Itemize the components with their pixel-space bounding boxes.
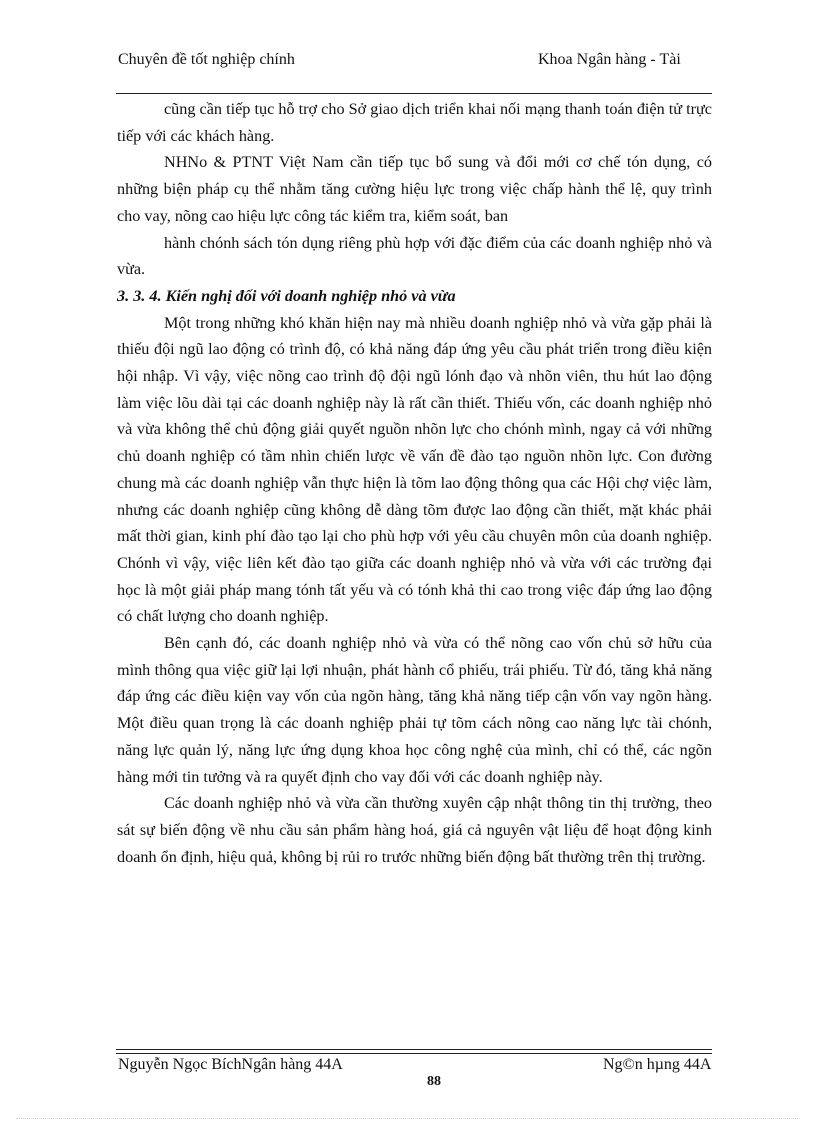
page-bottom-border <box>16 1118 800 1119</box>
header-right-text: Khoa Ngân hàng - Tài <box>538 51 681 68</box>
footer-left-text: Nguyễn Ngọc BíchNgân hàng 44A <box>118 1056 343 1073</box>
section-heading: 3. 3. 4. Kiến nghị đối với doanh nghiệp nhỏ và vừa <box>117 286 456 305</box>
body-paragraph-1: Một trong những khó khăn hiện nay mà nhiều doanh nghiệp nhỏ và vừa gặp phải là thiếu đội ngũ lao động có trình độ, có khả năng đáp ứng yêu cầu phát triển trong điều kiện hội nhập. Vì vậy, việc nõng cao trình độ đội ngũ lónh đạo và nhõn viên, thu hút lao động làm việc lõu dài tại các doanh nghiệp này là rất cần thiết. Thiếu vốn, các doanh nghiệp nhỏ và vừa không thể chủ động giải quyết nguồn nhõn lực cho chónh mình, ngay cả với những chủ doanh nghiệp có tầm nhìn chiến lược về vấn đề đào tạo nguồn nhõn lực. Con đường chung mà các doanh nghiệp vẫn thực hiện là tõm lao động thông qua các Hội chợ việc làm, nhưng các doanh nghiệp cũng không dễ dàng tõm được lao động cần thiết, mặt khác phải mất thời gian, kinh phí đào tạo lại cho phù hợp với yêu cầu chuyên môn của doanh nghiệp. Chónh vì vậy, việc liên kết đào tạo giữa các doanh nghiệp nhỏ và vừa với các trường đại học là một giải pháp mang tónh tất yếu và có tónh khả thi cao trong việc đáp ứng lao động có chất lượng cho doanh nghiệp. <box>117 313 712 626</box>
footer-divider-top <box>116 1049 712 1050</box>
body-paragraph-3: Các doanh nghiệp nhỏ và vừa cần thường xuyên cập nhật thông tin thị trường, theo sát sự biến động về nhu cầu sản phẩm hàng hoá, giá cả nguyên vật liệu để hoạt động kinh doanh ổn định, hiệu quả, không bị rủi ro trước những biến động bất thường trên thị trường. <box>117 794 712 866</box>
document-body <box>117 96 712 870</box>
body-paragraph-2: Bên cạnh đó, các doanh nghiệp nhỏ và vừa có thể nõng cao vốn chủ sở hữu của mình thông qua việc giữ lại lợi nhuận, phát hành cổ phiếu, trái phiếu. Từ đó, tăng khả năng đáp ứng các điều kiện vay vốn của ngõn hàng, tăng khả năng tiếp cận vốn vay ngõn hàng. Một điều quan trọng là các doanh nghiệp phải tự tõm cách nõng cao năng lực tài chónh, năng lực quản lý, năng lực ứng dụng khoa học công nghệ của mình, chỉ có thể, các ngõn hàng mới tin tưởng và ra quyết định cho vay đối với các doanh nghiệp này. <box>117 634 712 786</box>
footer-right-text: Ng©n hµng 44A <box>603 1056 712 1073</box>
nhno-paragraph-part-2: hành chónh sách tón dụng riêng phù hợp với đặc điểm của các doanh nghiệp nhỏ và vừa. <box>117 233 712 279</box>
footer-divider-bottom <box>116 1053 712 1054</box>
header-divider <box>116 93 712 94</box>
header-left-text: Chuyên đề tốt nghiệp chính <box>118 51 295 68</box>
nhno-paragraph-part-1: NHNo & PTNT Việt Nam cần tiếp tục bổ sung và đổi mới cơ chế tón dụng, có những biện pháp cụ thể nhằm tăng cường hiệu lực trong việc chấp hành thể lệ, quy trình cho vay, nõng cao hiệu lực công tác kiểm tra, kiểm soát, ban <box>117 153 712 225</box>
page-number: 88 <box>427 1074 441 1089</box>
continuation-paragraph: cũng cần tiếp tục hỗ trợ cho Sở giao dịch triển khai nối mạng thanh toán điện tử trực tiếp với các khách hàng. <box>117 100 712 145</box>
